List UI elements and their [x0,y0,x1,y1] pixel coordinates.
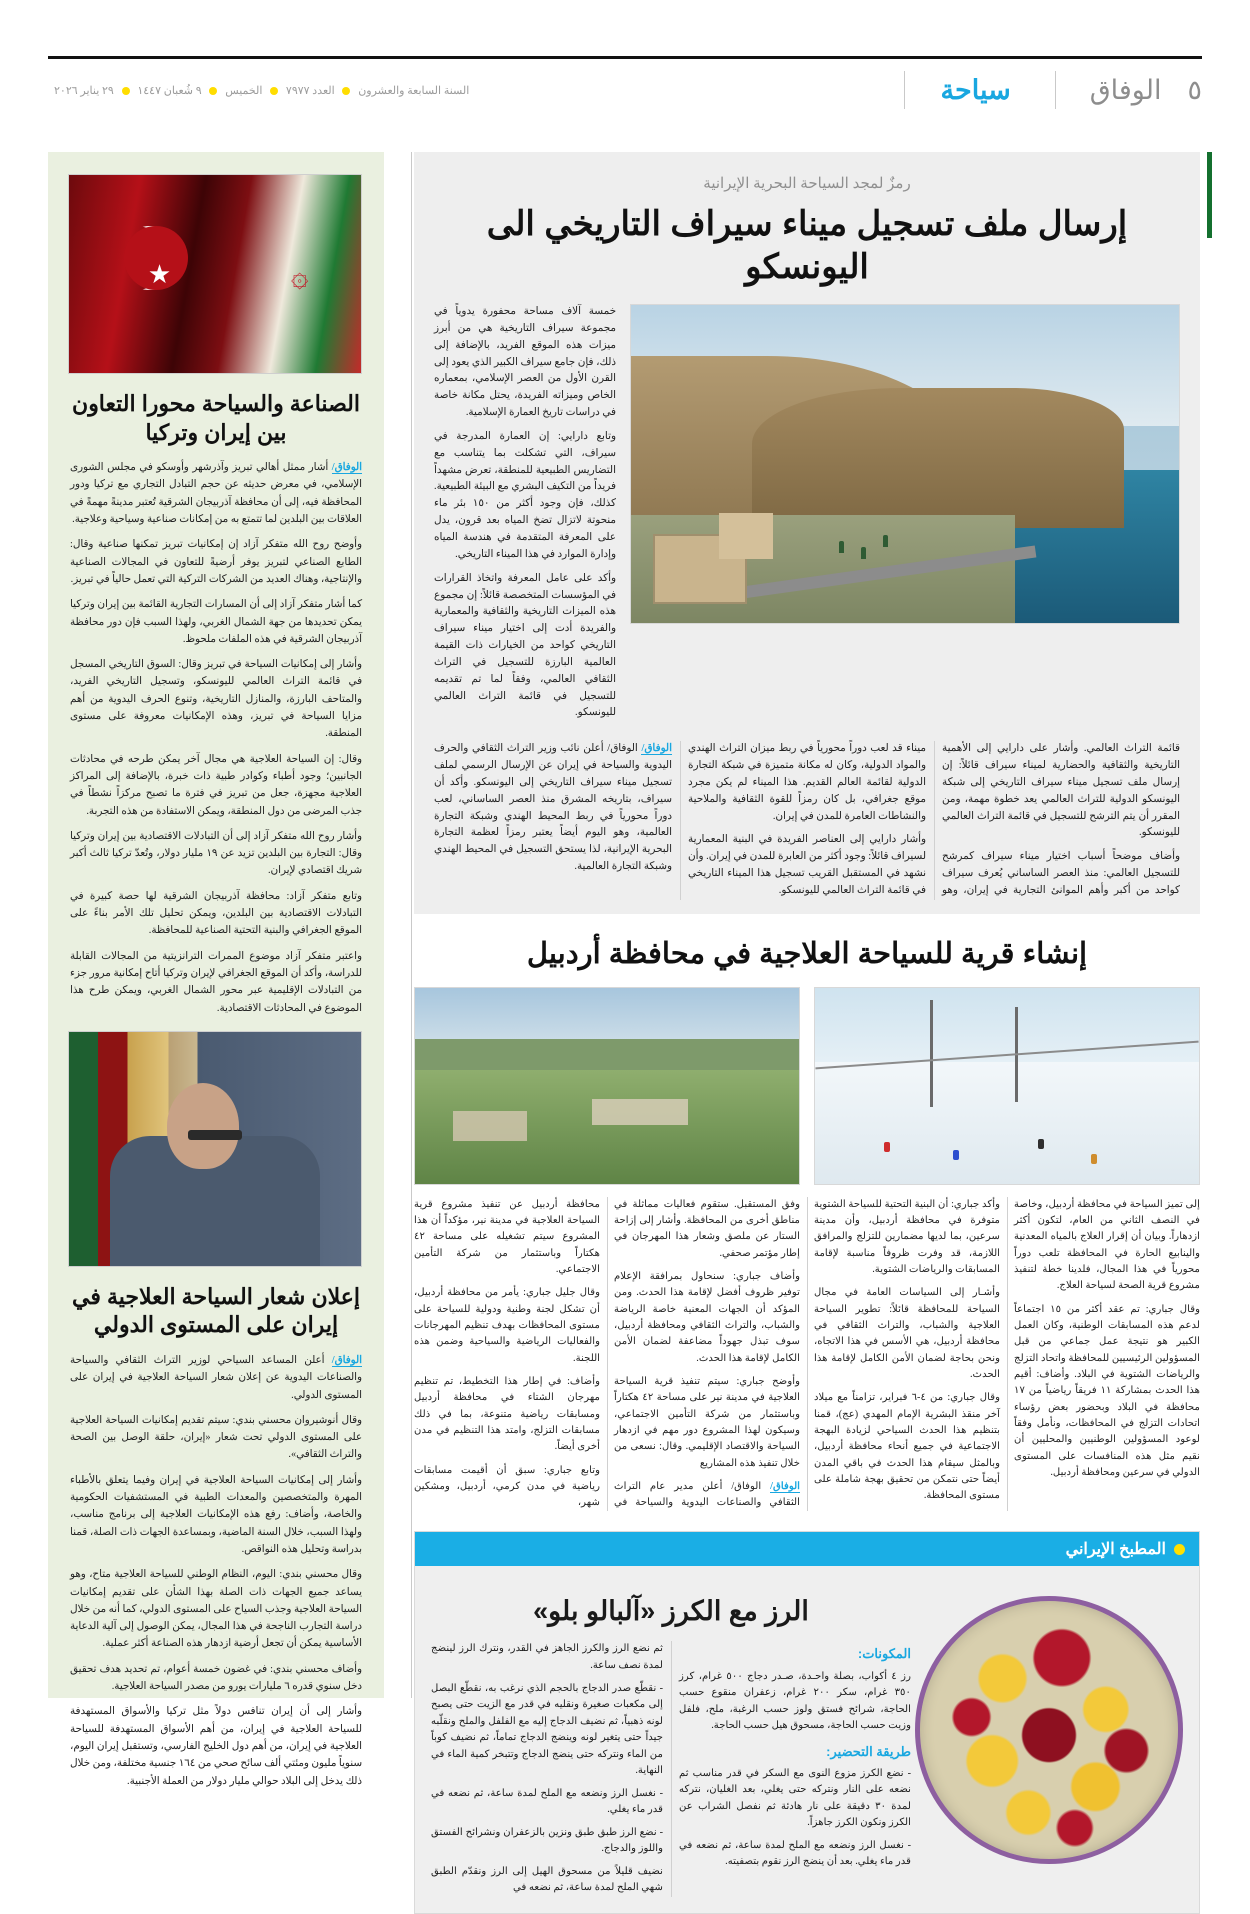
paragraph: وأشار روح الله متفكر آزاد إلى أن التبادلات الاقتصادية بين إيران وتركيا وقال: التجارة بين البلدين تزيد عن ١٩ مليار دولار، وتُعدّ تركيا ثالث أكبر شريك اقتصادي لإيران. [70,830,362,877]
paragraph [70,459,362,528]
paragraph: وقال جباري: من ٤-٦ فبراير، تزامناً مع ميلاد آخر منقذ البشرية الإمام المهدي (عج)، قمنا بتنظيم هذا الحدث السياحي لزيادة البهجة الاجتماعية في جميع أنحاء محافظة أردبيل، وبالمثل سيقام هذا الحدث في باقي المدن أيضاً حتى نتمكن من تحقيق بهجة شاملة على مستوى المحافظة. [814,1392,1000,1502]
paragraph [434,741,672,876]
photo-snow-slope [815,1062,1199,1184]
paragraph: وتابع جباري: سبق أن أقيمت مسابقات رياضية في مدن كرمي، أردبيل، ومشكين شهر، [414,1464,600,1509]
paragraph: وقال جباري: تم عقد أكثر من ١٥ اجتماعاً لدعم هذه المسابقات الوطنية، وكان العمل الكبير هو نتيجة عمل جماعي من قبل المسؤولين الرئيسيين للمحافظة واتحاد التزلج والرياضات الشتوية في البلاد. وأضاف: أقيم هذا الحدث بمشاركة ١١ فريقاً رياضياً من ١٧ محافظة في البلاد وبحضور بعض رؤساء اتحادات التزلج في المحافظات، ونأمل وفقاً لوعود المسؤولين الوطنيين والمحليين أن نقيم مثل هذه المنافسات على المستوى الدولي في سرعين ومحافظة أردبيل. [1014,1303,1201,1478]
paragraph: - نغسل الرز ونضعه مع الملح لمدة ساعة، ثم نضعه في قدر ماء يغلي. بعد أن ينضج الرز نقوم بتصفيته. [679,1839,911,1868]
paragraph: خمسة آلاف مساحة محفورة يدوياً في مجموعة سيراف التاريخية هي من أبرز ميزات هذه الموقع الفريد، بالإضافة إلى ذلك، فإن جامع سيراف الكبير الذي يعود إلى القرن الأول من العصر الإسلامي، بمعماره الخاص وميزاته الفريدة، يحتل مكانة خاصة في دراسات تاريخ العمارة الإسلامية. [434,306,616,419]
main-content-area [414,152,1201,1894]
paragraph: وتابع متفكر آزاد: محافظة آذربيجان الشرقية لها حصة كبيرة في التبادلات الاقتصادية بين البلدين، ويمكن تحليل تلك الأمر بناءً على الموقع الجغرافي والبنية التحتية الصناعية للمحافظة. [70,890,362,937]
paragraph-text: الوفاق/ أعلن نائب وزير التراث الثقافي والحرف اليدوية والسياحة في إيران عن الإرسال الرسمي لملف تسجيل ميناء سيراف التاريخي إلى اليونسكو. وأكد أن سيراف، بتاريخه المشرق منذ العصر الساساني، لعب دوراً محورياً في ربط المحيط الهندي وشبكة التجارة العالمية، وهو اليوم أيضاً يعتبر رمزاً لعظمة التجارة البحرية الإيرانية، لذا يستحق التسجيل في المحيط الهندي وشبكة التجارة العالمية. [434,743,672,873]
masthead-divider-1 [1055,71,1056,109]
recipe-banner [415,1532,1199,1566]
paragraph: وأوضح جباري: سيتم تنفيذ قرية السياحة العلاجية في مدينة نير على مساحة ٤٢ هكتاراً وباستثمار من شركة التأمين الاجتماعي، وسيكون لهذا المشروع دور مهم في ازدهار السياحة والاقتصاد الإقليمي. وقال: نسعى من خلال تنفيذ هذه المشاريع [614,1375,800,1469]
top-story-kicker: رمزٌ لمجد السياحة البحرية الإيرانية [703,176,911,192]
recipe-title: الرز مع الكرز «آلبالو بلو» [533,1596,809,1627]
source-tag: الوفاق/ [331,1354,362,1366]
paragraph: وأشار إلى إمكانيات السياحة العلاجية في إيران وفيما يتعلق بالأطباء المهرة والمتخصصين والمعدات الطبية في المستشفيات الحكومية والخاصة، وأضاف: رفع هذه الإمكانيات العلاجية إلى برنامج مناسب، ولهذا السبب، خلال السنة الماضية، وبمساعدة الجهات ذات الصلة، قمنا بدراسة وتحليل هذه النواقص. [70,1474,362,1555]
masthead [48,56,1202,115]
paragraph: وفق المستقبل. ستقوم فعاليات مماثلة في مناطق أخرى من المحافظة. وأشار إلى إزاحة الستار عن ملصق وشعار هذا المهرجان في إطار مؤتمر صحفي. [614,1198,800,1259]
left-story-b-headline: إعلان شعار السياحة العلاجية في إيران على المستوى الدولي [72,1283,360,1338]
top-story-columns [434,741,1180,900]
paragraph: واعتبر متفكر آزاد موضوع الممرات الترانزيتية من المجالات القابلة للدراسة، وأكد أن الموقع الجغرافي لإيران وتركيا أتاح إمكانية مرور جزء من التبادلات الإقليمية عبر محور الشمال الغربي، ويمكن طرح هذا الموضوع في المحادثات الاقتصادية. [70,950,362,1014]
left-story-a-body [70,459,362,1017]
photo-hill [752,388,1125,528]
source-tag: الوفاق/ [770,1480,801,1492]
paragraph: وأشار إلى أن إيران تنافس دولاً مثل تركيا والأسواق المستهدفة للسياحة العلاجية في إيران، من أهم الأسواق المستهدفة للسياحة العلاجية في إيران، من أهم دول الخليج الفارسي، وتستقبل إيران اليوم، سنوياً مليون ومئتي ألف سائح صحي من ١٦٤ جنسية مختلفة، ومن خلال ذلك يدخل إلى البلاد حوالي مليار دولار من العملة الأجنبية. [70,1706,362,1787]
second-story [414,936,1200,1512]
paragraph: ثم نضع الرز والكرز الجاهز في القدر، ونترك الرز لينضج لمدة نصف ساعة. [431,1643,663,1671]
second-story-headline: إنشاء قرية للسياحة العلاجية في محافظة أردبيل [526,937,1088,970]
recipe-box [414,1531,1200,1913]
paragraph: وأشار دارايي إلى العناصر الفريدة في البنية المعمارية لسيراف قائلاً: وجود أكثر من العابرة للمدن في إيران. وأن نشهد في المستقبل القريب تسجيل هذا الميناء التاريخي في قائمة التراث العالمي لليونسكو. [688,834,926,896]
left-sidebar-column [48,152,384,1787]
recipe-columns [431,1641,911,1896]
paragraph-text: أشار ممثل أهالي تبريز وآذرشهر وأوسكو في مجلس الشورى الإسلامي، في معرض حديثه عن حجم التبادل التجاري مع تركيا ودور المحافظة فيه، إلى أن محافظة آذربيجان الشرقية تُعتبر مدينةً مهمةً في العلاقات بين البلدين لما تتمتع به من إمكانات صناعية وسياحية وعلاجية. [70,462,362,526]
paragraph-text: أعلن المساعد السياحي لوزير التراث الثقافي والسياحة والصناعات اليدوية عن إعلان شعار السياحة العلاجية في إيران على المستوى الدولي. [70,1354,362,1401]
paragraph: قائمة التراث العالمي. وأشار على دارايي إلى الأهمية التاريخية والثقافية والحضارية لميناء سيراف قائلاً: إن إرسال ملف تسجيل ميناء سيراف التاريخي إلى شبكة اليونسكو الدولية للتراث العالمي يعد خطوة مهمة، ومن المقرر أن يتم الترشح للتسجيل في قائمة التراث العالمي لليونسكو. [942,743,1180,839]
bullet-dot-icon [270,87,278,95]
bullet-dot-icon [342,87,350,95]
paragraph [70,1352,362,1404]
method-label: طريقة التحضير: [826,1743,911,1759]
paragraph: وأضاف: في إطار هذا التخطيط، تم تنظيم مهرجان الشتاء في محافظة أردبيل ومسابقات رياضية متنوعة، بما في ذلك مسابقات التزلج، وامتد هذا التنظيم في مدن أخرى أيضاً. [414,1375,600,1453]
paragraph: وقال محسني بندي: اليوم، النظام الوطني للسياحة العلاجية متاح، وهو يساعد جميع الجهات ذات الصلة بهذا الشأن على تقديم إمكانيات السياحة العلاجية وجذب السياح على المستوى الدولي، كما أنه من خلال دراسة التجارب الناجحة في هذا المجال، يمكن الوصول إلى آلية الدعاية الأساسية يمكن أن تجعل أرضية ازدهار هذه الصناعة أكثر عملية. [70,1569,362,1650]
paragraph-text: الوفاق/ أعلن مدير عام التراث الثقافي والصناعات اليدوية والسياحة في محافظة أردبيل عن تنفيذ مشروع قرية السياحة العلاجية في مدينة نير، مؤكداً أن هذا المشروع سيتم تشغيله على مساحة ٤٢ هكتاراً وباستثمار من شركة التأمين الاجتماعي. [414,1198,800,1509]
official-portrait-photo [68,1031,362,1267]
paragraph: وأضاف موضحاً أسباب اختيار ميناء سيراف كمرشح للتسجيل العالمي: منذ العصر الساساني يُعرف سيراف كواحد من أكبر وأهم الموانئ التجارية في إيران، وهو ميناء قد لعب دوراً محورياً في ربط ميزان التراث الهندي والمواد الدولية، وكان له مكانة متميزة في شبكة التجارة الدولية لقائمة العالم القديم. هذا الميناء لم يكن مجرد موقع جغرافي، بل كان رمزاً للقوة الثقافية والملاحية والنشاطات العامرة للمدن في إيران. [688,743,1180,896]
photo-buildings [592,1099,688,1125]
green-accent-bar [1207,152,1212,238]
recipe-dish-photo [925,1596,1183,1854]
issue-part-weekday: الخميس [225,84,263,97]
paragraph: نضيف قليلاً من مسحوق الهيل إلى الرز ونقدّم الطبق شهي الملح لمدة ساعة، ثم نضعه في [431,1865,663,1894]
left-story-a-headline: الصناعة والسياحة محورا التعاون بين إيران وتركيا [72,391,360,445]
paragraph: - نقطّع صدر الدجاج بالحجم الذي نرغب به، نقطّع البصل إلى مكعبات صغيرة ونقليه في قدر مع الزيت حتى يصبح لونه ذهبياً، ثم نضيف الدجاج إليه مع الفلفل والملح ونقلّبه جيداً حتى يتغير لونه وينضج الدجاج تماماً، ثم نضيف كوباً من الماء ونتركه حتى ينضج الدجاج وتتبخر كمية الماء في النهاية. [431,1682,663,1777]
page-number: ٥ [1187,74,1202,105]
recipe-banner-label: المطبخ الإيراني [1065,1541,1166,1559]
paragraph: كما أشار متفكر آزاد إلى أن المسارات التجارية القائمة بين إيران وتركيا يمكن تحديدها من جهة الشمال الغربي، ولهذا السبب فإن دور محافظة آذربيجان الشرقية في هذه الملفات ملحوظ. [70,599,362,645]
paragraph: وقال جليل جباري: يأمر من محافظة أردبيل، أن تشكل لجنة وطنية ودولية للسياحة على مستوى المحافظات بهدف تنظيم المهرجانات والفعاليات الرياضية والسياحية وضمن هذه اللجنة. [414,1287,600,1364]
photo-far-hills [415,1039,799,1070]
section-title: سياحة [940,74,1011,105]
bullet-dot-icon [209,87,217,95]
issue-line [48,84,886,97]
ski-resort-photo [814,987,1200,1185]
issue-part-number: العدد ٧٩٧٧ [285,84,335,97]
ingredients-text: رز ٤ أكواب، بصلة واحـدة، صـدر دجاج ٥٠٠ غرام، كرز ٣٥٠ غرام، سكر ٢٠٠ غرام، زعفران منقوع حسب الحاجة، شرائح فستق ولوز حسب الرغبة، ملح، فلفل وزيت حسب الحاجة، مسحوق هيل حسب الحاجة. [679,1670,912,1732]
paragraph: وأضاف محسني بندي: في غضون خمسة أعوام، تم تحديد هدف تحقيق دخل سنوي قدره ٦ مليارات يورو من مصدر السياحة العلاجية. [70,1663,362,1693]
paragraph: - نضع الكرز مزوع النوى مع السكر في قدر مناسب ثم نضعه على النار ونتركه حتى يغلي، بعد الغليان، نتركه لمدة ٣٠ دقيقة على نار هادئة ثم نفصل الشراب عن الكرز ونكون الكرز جاهزاً. [679,1767,911,1829]
top-story [414,152,1200,914]
issue-part-year: السنة السابعة والعشرون [358,84,470,97]
siraf-port-photo [630,304,1180,624]
source-tag: الوفاق/ [331,462,363,474]
issue-part-hijri-date: ٩ شُعبان ١٤٤٧ [137,84,202,97]
paragraph: وأضاف جباري: سنحاول بمرافقة الإعلام توفير ظروف أفضل لإقامة هذا الحدث. ومن المؤكد أن الجهات المعنية خاصة الرياضة والشباب، والتراث الثقافي ومحافظة أردبيل، سوف تبذل جهوداً مضاعفة لضمان الأمن الكامل لإقامة هذا الحدث. [614,1271,800,1364]
left-story-b-body [70,1352,362,1790]
issue-part-gregorian-date: ٢٩ يناير ٢٠٢٦ [54,84,114,97]
nir-city-aerial-photo [414,987,800,1185]
paragraph: وأشار إلى إمكانيات السياحة في تبريز وقال: السوق التاريخي المسجل في قائمة التراث العالمي لليونسكو، وتسجيل التاريخي الفريد، والمتاحف البارزة، والمنازل التاريخية، وتنوع الحرف اليدوية من أهم مزايا السياحة في تبريز، وهذه الإمكانيات معروفة على مستوى المنطقة. [70,659,362,740]
photo-buildings [453,1111,527,1141]
paragraph: وأوضح روح الله متفكر آزاد إن إمكانيات تبريز تمكنها صناعية وقال: الطابع الصناعي لتبريز يوفر أرضيةً للتعاون في المجالات الصناعية والإنتاجية، وهناك العديد من الشركات التركية التي تعمل حالياً في تبريز. [70,539,362,585]
column-divider [411,152,412,1698]
paragraph: وأكد جباري: أن البنية التحتية للسياحة الشتوية متوفرة في محافظة أردبيل، وأن مدينة سرعين، بما لديها مضمارين للتزلج والمرافق اللازمة، قد وفرت ظروفاً مناسبة لإقامة المسابقات والرياضات الشتوية. [814,1198,1000,1276]
photo-ski-lift-pylon [930,1000,933,1108]
second-story-photos [414,987,1200,1185]
photo-building [719,513,773,559]
portrait-head [167,1083,239,1169]
paragraph: - نضع الرز طبق طبق ونزين بالزعفران ونشرائح الفستق واللوز والدجاج. [431,1826,663,1855]
second-story-columns [414,1197,1200,1512]
brand-logo: الوفاق [1089,74,1162,105]
paragraph: وتابع دارايي: إن العمارة المدرجة في سيراف، التي تشكلت بما يتناسب مع التضاريس الطبيعية للمنطقة، تعرض مشهداً فريداً من التكيف البشري مع البيئة الطبيعية. كذلك، فإن وجود أكثر من ١٥٠ بئر ماء منحوتة لاتزال تضخ المياه بعد قرون، يدل على المعرفة المتقدمة في هندسة المياه وإدارة الموارد في هذا الميناء التاريخي. [434,430,617,560]
paragraph: وقال: إن السياحة العلاجية هي مجال آخر يمكن طرحه في محادثات الجانبين؛ وجود أطباء وكوادر طبية ذات خبرة، بالإضافة إلى المراكز العلاجية مجهزة، جعل من تبريز في فترة ما تصبح مركزاً نشطاً في جذب المرضى من دول المنطقة، ويمكن الاستفادة من هذه التجربة. [70,753,362,817]
paragraph: وقال أنوشيروان محسني بندي: سيتم تقديم إمكانيات السياحة العلاجية على المستوى الدولي تحت شعار «إيران، حلقة الوصل بين الصحة والتراث الثقافي». [70,1414,362,1461]
paragraph: إلى تميز السياحة في محافظة أردبيل، وخاصة في النصف الثاني من العام، لتكون أكثر ازدهاراً. وبيان أن إقرار العلاج بالمياه المعدنية والينابيع الحارة في المحافظة تلعب دوراً محورياً في هذا المجال، فلدينا خطة لتنفيذ مشروع قرية الصحة لسياحة العلاج. [1014,1198,1200,1292]
ingredients-label: المكونات: [857,1646,911,1662]
bullet-dot-icon [122,87,130,95]
dish-bowl [915,1596,1183,1864]
paragraph: - نغسل الرز ونضعه مع الملح لمدة ساعة، ثم نضعه في قدر ماء يغلي. [431,1787,663,1816]
paragraph: وأكد على عامل المعرفة واتخاذ القرارات في المؤسسات المتخصصة قائلاً: إن مجموع هذه الميزات التاريخية والثقافية والمعمارية والفريدة أدت إلى اختيار ميناء سيراف التاريخي كواحد من الخيارات ذات القيمة العالمية البارزة للتسجيل في التراث الثقافي العالمي، وفقاً لما تم تقديمه للتسجيل في قائمة التراث العالمي لليونسكو. [434,572,616,719]
paragraph: وأشـار إلى السياسات العامة في مجال السياحة للمحافظة قائلاً: تطوير السياحة العلاجية والشباب، والتراث الثقافي في محافظة أردبيل، هي الأسس في هذا الاتجاه، ونحن بحاجة لضمان الأمن الكامل لإقامة هذا الحدث. [814,1287,1000,1380]
source-tag: الوفاق/ [641,743,672,755]
top-story-side-column [434,304,616,729]
bullet-dot-icon [1174,1544,1185,1555]
flags-photo: ★ ۞ [68,174,362,374]
masthead-divider-2 [904,71,905,109]
top-story-headline: إرسال ملف تسجيل ميناء سيراف التاريخي الى اليونسكو [486,205,1128,286]
